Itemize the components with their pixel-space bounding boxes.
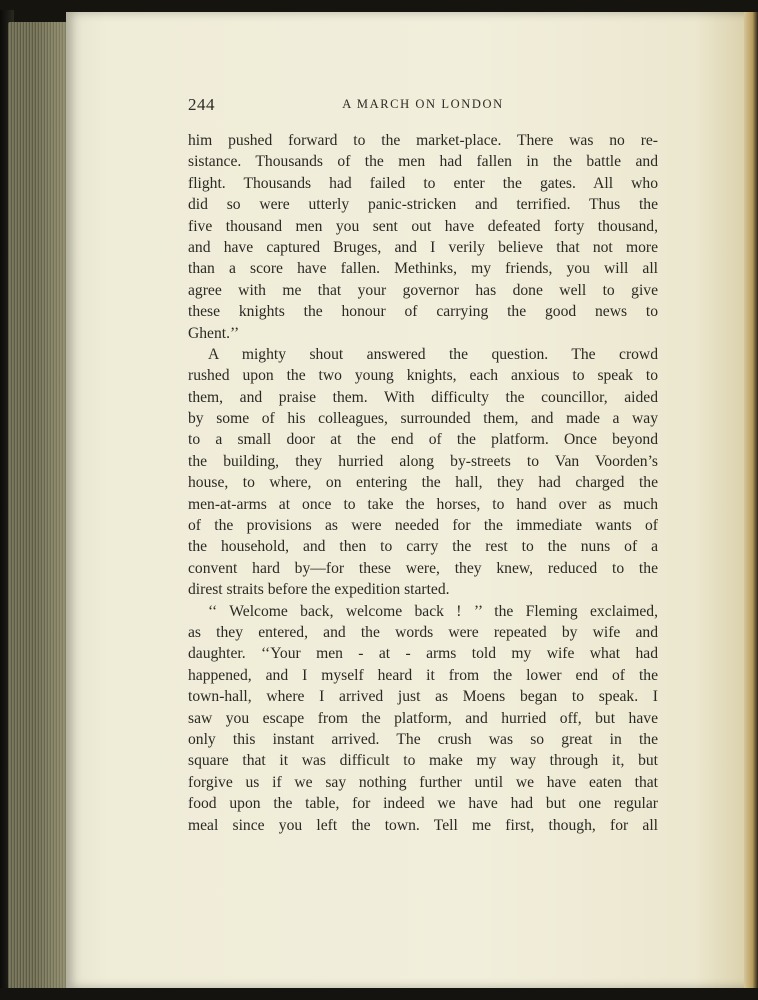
text-line: to a small door at the end of the platform. Once beyond — [188, 431, 658, 449]
text-line: food upon the table, for indeed we have had but one regular — [188, 795, 658, 813]
text-line: meal since you left the town. Tell me first, though, for all — [188, 816, 658, 834]
text-line: of the provisions as were needed for the immediate wants of — [188, 517, 658, 535]
text-line: sistance. Thousands of the men had fallen in the battle and — [188, 153, 658, 171]
page-bottom-edge — [0, 988, 758, 1000]
text-line: the building, they hurried along by-streets to Van Voorden’s — [188, 452, 658, 470]
text-line: did so were utterly panic-stricken and terrified. Thus the — [188, 196, 658, 214]
text-line: convent hard by—for these were, they knew, reduced to the — [188, 559, 658, 577]
page-header — [188, 95, 658, 115]
text-line: town-hall, where I arrived just as Moens began to speak. I — [188, 688, 658, 706]
text-line: house, to where, on entering the hall, they had charged the — [188, 474, 658, 492]
running-title: A MARCH ON LONDON — [342, 97, 504, 111]
text-line: rushed upon the two young knights, each anxious to speak to — [188, 367, 658, 385]
text-line: saw you escape from the platform, and hurried off, but have — [188, 709, 658, 727]
text-line: A mighty shout answered the question. The crowd — [208, 345, 658, 363]
text-line: them, and praise them. With difficulty the councillor, aided — [188, 388, 658, 406]
page-number: 244 — [188, 95, 215, 114]
text-line: happened, and I myself heard it from the lower end of the — [188, 666, 658, 684]
text-line: the household, and then to carry the rest to the nuns of a — [188, 538, 658, 556]
text-line: direst straits before the expedition started. — [188, 581, 450, 599]
text-line: than a score have fallen. Methinks, my friends, you will all — [188, 260, 658, 278]
text-line: flight. Thousands had failed to enter the gates. All who — [188, 174, 658, 192]
text-line: him pushed forward to the market-place. There was no re- — [188, 132, 658, 149]
text-line: only this instant arrived. The crush was so great in the — [188, 730, 658, 748]
text-line: square that it was difficult to make my way through it, but — [188, 752, 658, 770]
text-line: forgive us if we say nothing further until we have eaten that — [188, 773, 658, 791]
text-line: five thousand men you sent out have defeated forty thousand, — [188, 217, 658, 235]
body-text — [188, 130, 658, 836]
text-line: by some of his colleagues, surrounded them, and made a way — [188, 410, 658, 428]
text-line: these knights the honour of carrying the good news to — [188, 303, 658, 321]
text-line: as they entered, and the words were repeated by wife and — [188, 623, 658, 641]
text-line: Ghent.’’ — [188, 324, 240, 342]
page-edges-highlight — [34, 22, 70, 990]
text-line: ‘‘ Welcome back, welcome back ! ’’ the Fleming exclaimed, — [208, 602, 658, 620]
text-line: men-at-arms at once to take the horses, to hand over as much — [188, 495, 658, 513]
page-right-edge — [744, 12, 758, 988]
text-line: agree with me that your governor has done well to give — [188, 281, 658, 299]
text-line: daughter. ‘‘Your men - at - arms told my wife what had — [188, 645, 658, 663]
text-line: and have captured Bruges, and I verily believe that not more — [188, 238, 658, 256]
